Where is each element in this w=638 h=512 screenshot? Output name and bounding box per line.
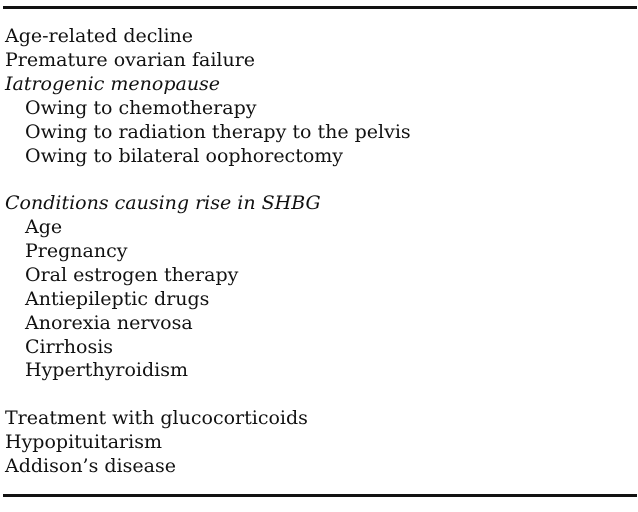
section-heading-iatrogenic-menopause: Iatrogenic menopause — [5, 73, 221, 95]
list-item-oral-estrogen-therapy: Oral estrogen therapy — [25, 264, 239, 286]
list-item-age: Age — [25, 216, 63, 238]
section-heading-shbg: Conditions causing rise in SHBG — [5, 192, 321, 214]
bottom-rule — [3, 494, 637, 497]
list-item-hypopituitarism: Hypopituitarism — [5, 431, 162, 453]
top-rule — [3, 6, 637, 9]
list-item-anorexia-nervosa: Anorexia nervosa — [25, 312, 193, 334]
list-item-chemotherapy: Owing to chemotherapy — [25, 97, 257, 119]
list-item-premature-ovarian-failure: Premature ovarian failure — [5, 49, 256, 71]
list-item-age-related-decline: Age-related decline — [5, 25, 194, 47]
list-item-addisons-disease: Addison’s disease — [5, 455, 176, 477]
list-item-radiation-therapy: Owing to radiation therapy to the pelvis — [25, 121, 411, 143]
list-item-bilateral-oophorectomy: Owing to bilateral oophorectomy — [25, 145, 344, 167]
list-item-cirrhosis: Cirrhosis — [25, 336, 114, 358]
list-item-pregnancy: Pregnancy — [25, 240, 128, 262]
list-item-hyperthyroidism: Hyperthyroidism — [25, 359, 189, 381]
list-item-glucocorticoids: Treatment with glucocorticoids — [5, 407, 308, 429]
list-item-antiepileptic-drugs: Antiepileptic drugs — [25, 288, 210, 310]
